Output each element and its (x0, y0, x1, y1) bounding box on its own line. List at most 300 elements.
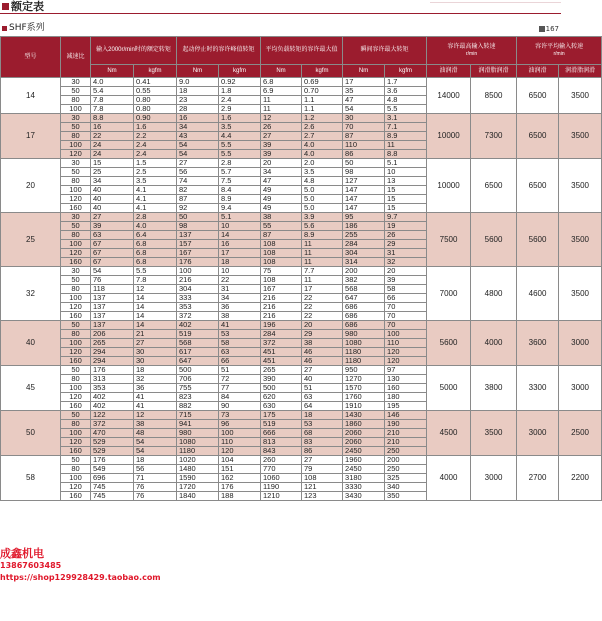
momentary-nm-cell: 2450 (343, 447, 385, 456)
momentary-kgfm-cell: 70 (385, 312, 427, 321)
rated-kgfm-cell: 0.41 (134, 78, 177, 87)
momentary-kgfm-cell: 200 (385, 456, 427, 465)
startstop-kgfm-cell: 1.6 (219, 114, 261, 123)
startstop-nm-cell: 34 (177, 123, 219, 132)
max-speed-grease-cell: 3000 (471, 456, 517, 501)
max-speed-oil-cell: 7500 (427, 213, 471, 267)
rated-nm-cell: 118 (91, 285, 134, 294)
rated-nm-cell: 137 (91, 312, 134, 321)
rated-kgfm-cell: 1.5 (134, 159, 177, 168)
momentary-nm-cell: 686 (343, 321, 385, 330)
max-speed-grease-cell: 6500 (471, 159, 517, 213)
series-marker-icon (2, 26, 7, 31)
rated-nm-cell: 40 (91, 195, 134, 204)
avgload-nm-cell: 1190 (261, 483, 302, 492)
momentary-nm-cell: 1570 (343, 384, 385, 393)
avgload-kgfm-cell: 5.6 (302, 222, 343, 231)
max-speed-grease-cell: 4800 (471, 267, 517, 321)
avgload-kgfm-cell: 46 (302, 357, 343, 366)
momentary-kgfm-cell: 20 (385, 267, 427, 276)
model-cell: 45 (1, 366, 61, 411)
momentary-nm-cell: 147 (343, 204, 385, 213)
startstop-nm-cell: 27 (177, 159, 219, 168)
rated-kgfm-cell: 2.8 (134, 213, 177, 222)
avgload-nm-cell: 1210 (261, 492, 302, 501)
startstop-kgfm-cell: 5.1 (219, 213, 261, 222)
avgload-nm-cell: 620 (261, 393, 302, 402)
rated-kgfm-cell: 14 (134, 303, 177, 312)
startstop-nm-cell: 1590 (177, 474, 219, 483)
momentary-kgfm-cell: 160 (385, 384, 427, 393)
model-cell: 14 (1, 78, 61, 114)
page-reference (539, 24, 559, 34)
startstop-nm-cell: 157 (177, 240, 219, 249)
rated-kgfm-cell: 54 (134, 438, 177, 447)
rated-nm-cell: 137 (91, 294, 134, 303)
avgload-kgfm-cell: 29 (302, 330, 343, 339)
ratio-cell: 50 (61, 411, 91, 420)
max-speed-grease-cell: 3800 (471, 366, 517, 411)
model-cell: 17 (1, 114, 61, 159)
ratio-cell: 30 (61, 78, 91, 87)
avg-speed-grease-cell: 3500 (559, 267, 602, 321)
unit-grease: 润滑脂润滑 (471, 65, 517, 78)
model-cell: 25 (1, 213, 61, 267)
momentary-kgfm-cell: 195 (385, 402, 427, 411)
startstop-kgfm-cell: 96 (219, 420, 261, 429)
avgload-nm-cell: 519 (261, 420, 302, 429)
avgload-nm-cell: 175 (261, 411, 302, 420)
rated-nm-cell: 137 (91, 321, 134, 330)
rated-kgfm-cell: 14 (134, 312, 177, 321)
avgload-kgfm-cell: 3.5 (302, 168, 343, 177)
avgload-nm-cell: 451 (261, 348, 302, 357)
momentary-kgfm-cell: 3.6 (385, 87, 427, 96)
table-row (1, 159, 602, 168)
rated-kgfm-cell: 32 (134, 375, 177, 384)
momentary-nm-cell: 30 (343, 114, 385, 123)
momentary-kgfm-cell: 5.5 (385, 105, 427, 114)
table-row (1, 411, 602, 420)
momentary-nm-cell: 1180 (343, 348, 385, 357)
rated-kgfm-cell: 2.2 (134, 132, 177, 141)
table-body (1, 78, 602, 501)
avgload-kgfm-cell: 5.0 (302, 186, 343, 195)
avg-speed-grease-cell: 3500 (559, 213, 602, 267)
momentary-kgfm-cell: 8.9 (385, 132, 427, 141)
rated-nm-cell: 67 (91, 249, 134, 258)
table-row (1, 267, 602, 276)
avgload-kgfm-cell: 27 (302, 456, 343, 465)
rated-kgfm-cell: 41 (134, 393, 177, 402)
avgload-kgfm-cell: 11 (302, 276, 343, 285)
ratio-cell: 30 (61, 267, 91, 276)
page-ref-icon (539, 26, 545, 32)
watermark-shop-name: 成鑫机电 (0, 547, 44, 560)
header-momentary-torque: 瞬间容许最大转矩 (343, 37, 427, 65)
momentary-nm-cell: 686 (343, 303, 385, 312)
startstop-nm-cell: 402 (177, 321, 219, 330)
startstop-kgfm-cell: 5.7 (219, 168, 261, 177)
startstop-kgfm-cell: 2.8 (219, 159, 261, 168)
avgload-nm-cell: 265 (261, 366, 302, 375)
avgload-kgfm-cell: 79 (302, 465, 343, 474)
rated-nm-cell: 16 (91, 123, 134, 132)
rated-nm-cell: 745 (91, 483, 134, 492)
momentary-nm-cell: 1430 (343, 411, 385, 420)
avgload-nm-cell: 27 (261, 132, 302, 141)
avgload-kgfm-cell: 5.0 (302, 195, 343, 204)
ratio-cell: 160 (61, 312, 91, 321)
ratio-cell: 50 (61, 321, 91, 330)
rated-nm-cell: 745 (91, 492, 134, 501)
rated-kgfm-cell: 30 (134, 348, 177, 357)
rated-nm-cell: 4.0 (91, 78, 134, 87)
max-speed-grease-cell: 5600 (471, 213, 517, 267)
momentary-nm-cell: 3330 (343, 483, 385, 492)
startstop-nm-cell: 941 (177, 420, 219, 429)
model-cell: 40 (1, 321, 61, 366)
ratio-cell: 100 (61, 105, 91, 114)
startstop-kgfm-cell: 63 (219, 348, 261, 357)
ratio-cell: 100 (61, 384, 91, 393)
startstop-kgfm-cell: 2.4 (219, 96, 261, 105)
rated-kgfm-cell: 12 (134, 411, 177, 420)
momentary-nm-cell: 304 (343, 249, 385, 258)
max-speed-oil-cell: 10000 (427, 114, 471, 159)
avgload-kgfm-cell: 4.0 (302, 150, 343, 159)
rated-kgfm-cell: 14 (134, 321, 177, 330)
ratio-cell: 120 (61, 393, 91, 402)
startstop-nm-cell: 980 (177, 429, 219, 438)
rated-nm-cell: 294 (91, 357, 134, 366)
ratio-cell: 80 (61, 132, 91, 141)
momentary-kgfm-cell: 325 (385, 474, 427, 483)
startstop-kgfm-cell: 66 (219, 357, 261, 366)
startstop-kgfm-cell: 18 (219, 258, 261, 267)
ratio-cell: 160 (61, 204, 91, 213)
rated-nm-cell: 24 (91, 150, 134, 159)
avgload-kgfm-cell: 63 (302, 393, 343, 402)
rated-kgfm-cell: 0.55 (134, 87, 177, 96)
startstop-nm-cell: 87 (177, 195, 219, 204)
avgload-nm-cell: 630 (261, 402, 302, 411)
max-speed-oil-cell: 4500 (427, 411, 471, 456)
avgload-kgfm-cell: 68 (302, 429, 343, 438)
momentary-kgfm-cell: 4.8 (385, 96, 427, 105)
momentary-nm-cell: 568 (343, 285, 385, 294)
startstop-kgfm-cell: 7.5 (219, 177, 261, 186)
startstop-kgfm-cell: 10 (219, 222, 261, 231)
startstop-kgfm-cell: 8.4 (219, 186, 261, 195)
avgload-nm-cell: 390 (261, 375, 302, 384)
momentary-kgfm-cell: 15 (385, 195, 427, 204)
rated-nm-cell: 34 (91, 177, 134, 186)
avgload-kgfm-cell: 0.69 (302, 78, 343, 87)
momentary-nm-cell: 1270 (343, 375, 385, 384)
startstop-kgfm-cell: 176 (219, 483, 261, 492)
rated-kgfm-cell: 6.8 (134, 240, 177, 249)
startstop-nm-cell: 82 (177, 186, 219, 195)
startstop-nm-cell: 647 (177, 357, 219, 366)
rated-kgfm-cell: 56 (134, 465, 177, 474)
avgload-kgfm-cell: 123 (302, 492, 343, 501)
momentary-kgfm-cell: 29 (385, 240, 427, 249)
startstop-nm-cell: 216 (177, 276, 219, 285)
avgload-kgfm-cell: 53 (302, 420, 343, 429)
avgload-kgfm-cell: 1.1 (302, 105, 343, 114)
rated-kgfm-cell: 6.4 (134, 231, 177, 240)
header-max-input-speed (427, 37, 517, 65)
startstop-nm-cell: 1080 (177, 438, 219, 447)
rated-nm-cell: 529 (91, 447, 134, 456)
ratio-cell: 80 (61, 420, 91, 429)
avgload-kgfm-cell: 8.9 (302, 231, 343, 240)
momentary-kgfm-cell: 58 (385, 285, 427, 294)
momentary-kgfm-cell: 19 (385, 222, 427, 231)
avgload-nm-cell: 39 (261, 141, 302, 150)
avgload-nm-cell: 34 (261, 168, 302, 177)
unit-kgfm: kgfm (302, 65, 343, 78)
avgload-nm-cell: 49 (261, 204, 302, 213)
max-speed-grease-cell: 8500 (471, 78, 517, 114)
ratio-cell: 120 (61, 483, 91, 492)
startstop-kgfm-cell: 0.92 (219, 78, 261, 87)
avgload-kgfm-cell: 1.1 (302, 96, 343, 105)
avgload-nm-cell: 108 (261, 276, 302, 285)
startstop-kgfm-cell: 90 (219, 402, 261, 411)
avg-speed-grease-cell: 3500 (559, 78, 602, 114)
startstop-kgfm-cell: 151 (219, 465, 261, 474)
avgload-nm-cell: 11 (261, 96, 302, 105)
momentary-nm-cell: 980 (343, 330, 385, 339)
avg-speed-oil-cell: 6500 (517, 159, 559, 213)
ratio-cell: 160 (61, 357, 91, 366)
momentary-nm-cell: 1180 (343, 357, 385, 366)
rated-kgfm-cell: 71 (134, 474, 177, 483)
startstop-kgfm-cell: 53 (219, 330, 261, 339)
avgload-kgfm-cell: 0.70 (302, 87, 343, 96)
avg-speed-oil-cell: 5600 (517, 213, 559, 267)
startstop-nm-cell: 617 (177, 348, 219, 357)
momentary-nm-cell: 87 (343, 132, 385, 141)
momentary-kgfm-cell: 70 (385, 303, 427, 312)
ratio-cell: 100 (61, 141, 91, 150)
ratio-cell: 160 (61, 447, 91, 456)
momentary-nm-cell: 1760 (343, 393, 385, 402)
rated-kgfm-cell: 6.8 (134, 249, 177, 258)
startstop-kgfm-cell: 5.5 (219, 150, 261, 159)
momentary-nm-cell: 647 (343, 294, 385, 303)
header-ratio: 减速比 (61, 37, 91, 78)
table-row (1, 456, 602, 465)
rated-nm-cell: 25 (91, 168, 134, 177)
avgload-kgfm-cell: 2.7 (302, 132, 343, 141)
startstop-nm-cell: 92 (177, 204, 219, 213)
startstop-nm-cell: 137 (177, 231, 219, 240)
max-speed-oil-cell: 14000 (427, 78, 471, 114)
max-speed-oil-cell: 10000 (427, 159, 471, 213)
startstop-nm-cell: 167 (177, 249, 219, 258)
avg-speed-oil-cell: 4600 (517, 267, 559, 321)
ratio-cell: 50 (61, 87, 91, 96)
ratio-cell: 30 (61, 213, 91, 222)
avgload-kgfm-cell: 11 (302, 249, 343, 258)
avgload-nm-cell: 108 (261, 249, 302, 258)
startstop-nm-cell: 1840 (177, 492, 219, 501)
startstop-kgfm-cell: 34 (219, 294, 261, 303)
model-cell: 32 (1, 267, 61, 321)
unit-grease: 润滑脂润滑 (559, 65, 602, 78)
momentary-nm-cell: 200 (343, 267, 385, 276)
title-marker-icon (2, 3, 9, 10)
model-cell: 58 (1, 456, 61, 501)
ratio-cell: 50 (61, 168, 91, 177)
momentary-kgfm-cell: 210 (385, 438, 427, 447)
rated-kgfm-cell: 21 (134, 330, 177, 339)
avgload-nm-cell: 216 (261, 303, 302, 312)
avgload-kgfm-cell: 108 (302, 474, 343, 483)
momentary-nm-cell: 255 (343, 231, 385, 240)
model-cell: 20 (1, 159, 61, 213)
ratio-cell: 80 (61, 177, 91, 186)
momentary-nm-cell: 1910 (343, 402, 385, 411)
avgload-nm-cell: 87 (261, 231, 302, 240)
startstop-kgfm-cell: 41 (219, 321, 261, 330)
avgload-kgfm-cell: 4.8 (302, 177, 343, 186)
unit-kgfm: kgfm (219, 65, 261, 78)
rated-kgfm-cell: 3.5 (134, 177, 177, 186)
avgload-nm-cell: 47 (261, 177, 302, 186)
rated-nm-cell: 353 (91, 384, 134, 393)
avgload-nm-cell: 49 (261, 195, 302, 204)
max-speed-oil-cell: 5000 (427, 366, 471, 411)
avg-speed-oil-cell: 3300 (517, 366, 559, 411)
startstop-kgfm-cell: 9.4 (219, 204, 261, 213)
momentary-kgfm-cell: 340 (385, 483, 427, 492)
rated-kgfm-cell: 30 (134, 357, 177, 366)
ratio-cell: 80 (61, 375, 91, 384)
momentary-kgfm-cell: 1.7 (385, 78, 427, 87)
momentary-kgfm-cell: 120 (385, 348, 427, 357)
ratio-cell: 50 (61, 123, 91, 132)
ratio-cell: 100 (61, 186, 91, 195)
avgload-nm-cell: 770 (261, 465, 302, 474)
startstop-kgfm-cell: 100 (219, 429, 261, 438)
avgload-kgfm-cell: 83 (302, 438, 343, 447)
rated-kgfm-cell: 41 (134, 402, 177, 411)
momentary-nm-cell: 3180 (343, 474, 385, 483)
avgload-nm-cell: 260 (261, 456, 302, 465)
startstop-nm-cell: 23 (177, 96, 219, 105)
momentary-kgfm-cell: 7.1 (385, 123, 427, 132)
header-rated-torque: 输入2000r/min时的额定转矩 (91, 37, 177, 65)
header-start-stop-torque: 起动停止时的容许峰值转矩 (177, 37, 261, 65)
startstop-kgfm-cell: 2.9 (219, 105, 261, 114)
momentary-kgfm-cell: 250 (385, 447, 427, 456)
rated-kgfm-cell: 38 (134, 420, 177, 429)
rated-nm-cell: 470 (91, 429, 134, 438)
avgload-kgfm-cell: 1.2 (302, 114, 343, 123)
avgload-kgfm-cell: 38 (302, 339, 343, 348)
startstop-kgfm-cell: 36 (219, 303, 261, 312)
ratio-cell: 120 (61, 348, 91, 357)
momentary-nm-cell: 35 (343, 87, 385, 96)
unit-kgfm: kgfm (385, 65, 427, 78)
startstop-kgfm-cell: 38 (219, 312, 261, 321)
table-row (1, 213, 602, 222)
momentary-kgfm-cell: 250 (385, 465, 427, 474)
rated-kgfm-cell: 2.4 (134, 141, 177, 150)
startstop-nm-cell: 98 (177, 222, 219, 231)
momentary-kgfm-cell: 180 (385, 393, 427, 402)
rated-nm-cell: 24 (91, 141, 134, 150)
momentary-nm-cell: 70 (343, 123, 385, 132)
max-speed-grease-cell: 3500 (471, 411, 517, 456)
watermark-phone: 13867603485 (0, 561, 62, 570)
startstop-kgfm-cell: 31 (219, 285, 261, 294)
avgload-nm-cell: 451 (261, 357, 302, 366)
avgload-kgfm-cell: 27 (302, 366, 343, 375)
rated-nm-cell: 402 (91, 393, 134, 402)
avgload-nm-cell: 108 (261, 240, 302, 249)
avgload-nm-cell: 843 (261, 447, 302, 456)
momentary-nm-cell: 1860 (343, 420, 385, 429)
momentary-nm-cell: 2450 (343, 465, 385, 474)
momentary-nm-cell: 86 (343, 150, 385, 159)
ratio-cell: 100 (61, 339, 91, 348)
avg-speed-oil-cell: 2700 (517, 456, 559, 501)
momentary-nm-cell: 1960 (343, 456, 385, 465)
startstop-nm-cell: 568 (177, 339, 219, 348)
startstop-kgfm-cell: 104 (219, 456, 261, 465)
rated-kgfm-cell: 18 (134, 366, 177, 375)
title-rule (0, 13, 561, 14)
momentary-nm-cell: 3430 (343, 492, 385, 501)
rated-nm-cell: 67 (91, 258, 134, 267)
table-row (1, 78, 602, 87)
series-label: SHF系列 (9, 23, 45, 33)
startstop-kgfm-cell: 162 (219, 474, 261, 483)
avgload-kgfm-cell: 18 (302, 411, 343, 420)
avgload-nm-cell: 26 (261, 123, 302, 132)
page-ref-number: 167 (545, 25, 559, 33)
startstop-nm-cell: 9.0 (177, 78, 219, 87)
unit-kgfm: kgfm (134, 65, 177, 78)
model-cell: 50 (1, 411, 61, 456)
avgload-nm-cell: 6.8 (261, 78, 302, 87)
avg-speed-unit: r/min (553, 50, 565, 57)
rated-nm-cell: 206 (91, 330, 134, 339)
avgload-nm-cell: 1060 (261, 474, 302, 483)
table-row (1, 114, 602, 123)
ratio-cell: 50 (61, 456, 91, 465)
max-speed-oil-cell: 4000 (427, 456, 471, 501)
avgload-kgfm-cell: 22 (302, 303, 343, 312)
startstop-kgfm-cell: 16 (219, 240, 261, 249)
avg-speed-grease-cell: 3000 (559, 321, 602, 366)
unit-nm: Nm (261, 65, 302, 78)
startstop-nm-cell: 500 (177, 366, 219, 375)
rated-nm-cell: 176 (91, 456, 134, 465)
avgload-kgfm-cell: 11 (302, 258, 343, 267)
startstop-nm-cell: 18 (177, 87, 219, 96)
startstop-nm-cell: 715 (177, 411, 219, 420)
unit-nm: Nm (91, 65, 134, 78)
ratio-cell: 80 (61, 465, 91, 474)
avgload-nm-cell: 75 (261, 267, 302, 276)
rated-nm-cell: 63 (91, 231, 134, 240)
